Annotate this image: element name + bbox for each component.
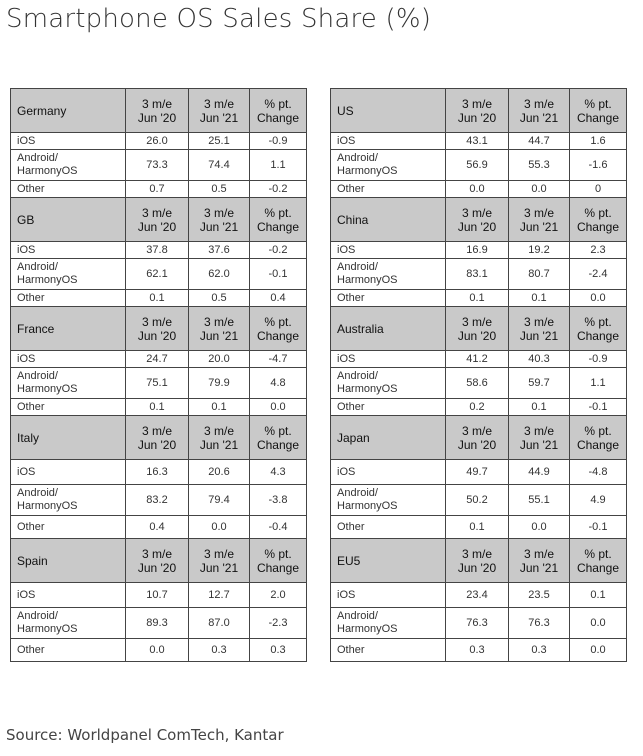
value-cell: 37.6	[189, 242, 250, 259]
value-cell: -2.3	[250, 608, 307, 639]
row-android	[331, 150, 627, 181]
right-column	[330, 88, 626, 662]
row-ios	[11, 133, 307, 150]
row-android	[11, 150, 307, 181]
page-title: Smartphone OS Sales Share (%)	[6, 4, 432, 34]
row-ios	[11, 242, 307, 259]
row-ios	[331, 583, 627, 608]
column-header	[126, 198, 189, 242]
country-label: EU5	[331, 539, 446, 583]
value-cell: 74.4	[189, 150, 250, 181]
row-other	[331, 290, 627, 307]
column-header-line: 3 m/e	[203, 423, 234, 438]
row-ios	[11, 351, 307, 368]
row-label	[331, 150, 446, 181]
column-header-line: Jun '21	[199, 560, 239, 575]
value-cell: 0.0	[189, 516, 250, 539]
group-header-australia	[331, 307, 627, 351]
row-label: Other	[11, 516, 126, 539]
value-cell: -0.4	[250, 516, 307, 539]
column-header-line: Change	[576, 328, 620, 343]
table-left	[10, 88, 307, 662]
column-header	[250, 89, 307, 133]
value-cell: 0.1	[189, 399, 250, 416]
column-header	[446, 539, 509, 583]
row-label	[331, 485, 446, 516]
column-header-line: % pt.	[584, 96, 612, 111]
value-cell: 80.7	[509, 259, 570, 290]
value-cell: -0.2	[250, 242, 307, 259]
row-other	[11, 639, 307, 662]
value-cell: 1.1	[250, 150, 307, 181]
column-header-line: Change	[576, 560, 620, 575]
column-header	[189, 307, 250, 351]
value-cell: 0.1	[509, 290, 570, 307]
value-cell: -0.2	[250, 181, 307, 198]
row-label-line: Android/	[17, 610, 58, 622]
row-label-line: HarmonyOS	[17, 623, 78, 635]
value-cell: 87.0	[189, 608, 250, 639]
row-android	[331, 259, 627, 290]
row-label: iOS	[331, 583, 446, 608]
value-cell: 44.9	[509, 460, 570, 485]
column-header-line: Change	[256, 219, 300, 234]
column-header-line: 3 m/e	[141, 546, 172, 561]
row-label-line: Android/	[17, 152, 58, 164]
value-cell: 41.2	[446, 351, 509, 368]
value-cell: 0.4	[126, 516, 189, 539]
value-cell: 37.8	[126, 242, 189, 259]
value-cell: 12.7	[189, 583, 250, 608]
row-label: iOS	[331, 351, 446, 368]
value-cell: 79.4	[189, 485, 250, 516]
group-gb	[11, 198, 307, 307]
country-label: Spain	[11, 539, 126, 583]
value-cell: 0.5	[189, 181, 250, 198]
value-cell: 1.6	[570, 133, 627, 150]
column-header-line: Change	[576, 437, 620, 452]
value-cell: -0.1	[570, 399, 627, 416]
column-header-line: Jun '21	[519, 437, 559, 452]
column-header-line: 3 m/e	[523, 205, 554, 220]
value-cell: 76.3	[446, 608, 509, 639]
country-label: GB	[11, 198, 126, 242]
row-label: Other	[331, 290, 446, 307]
row-android	[11, 259, 307, 290]
column-header-line: 3 m/e	[461, 546, 492, 561]
row-other	[331, 399, 627, 416]
value-cell: 0.1	[126, 290, 189, 307]
country-label: Germany	[11, 89, 126, 133]
value-cell: 2.0	[250, 583, 307, 608]
column-header-line: 3 m/e	[203, 314, 234, 329]
row-ios	[331, 133, 627, 150]
column-header	[126, 89, 189, 133]
column-header	[189, 198, 250, 242]
row-label: Other	[11, 290, 126, 307]
row-label-line: HarmonyOS	[17, 274, 78, 286]
row-other	[331, 639, 627, 662]
column-header-line: Jun '21	[519, 328, 559, 343]
value-cell: 75.1	[126, 368, 189, 399]
column-header-line: Jun '20	[457, 328, 497, 343]
row-label-line: Android/	[337, 370, 378, 382]
column-header-line: 3 m/e	[141, 423, 172, 438]
country-label: Australia	[331, 307, 446, 351]
column-header-line: Jun '20	[137, 219, 177, 234]
row-android	[331, 368, 627, 399]
group-us	[331, 89, 627, 198]
row-other	[11, 290, 307, 307]
column-header-line: 3 m/e	[461, 314, 492, 329]
group-australia	[331, 307, 627, 416]
group-header-japan	[331, 416, 627, 460]
value-cell: -4.8	[570, 460, 627, 485]
value-cell: 16.3	[126, 460, 189, 485]
column-header-line: % pt.	[584, 205, 612, 220]
value-cell: 0.1	[446, 516, 509, 539]
column-header	[189, 89, 250, 133]
value-cell: 0.0	[509, 181, 570, 198]
row-label-line: HarmonyOS	[17, 500, 78, 512]
column-header	[126, 416, 189, 460]
value-cell: 0.0	[509, 516, 570, 539]
group-china	[331, 198, 627, 307]
row-label-line: HarmonyOS	[337, 500, 398, 512]
column-header	[509, 416, 570, 460]
row-label	[331, 259, 446, 290]
row-label: iOS	[11, 460, 126, 485]
value-cell: 0.4	[250, 290, 307, 307]
value-cell: 0.7	[126, 181, 189, 198]
value-cell: 49.7	[446, 460, 509, 485]
row-label: iOS	[11, 242, 126, 259]
row-android	[11, 608, 307, 639]
row-ios	[331, 460, 627, 485]
value-cell: 59.7	[509, 368, 570, 399]
row-ios	[331, 351, 627, 368]
value-cell: 4.3	[250, 460, 307, 485]
group-header-germany	[11, 89, 307, 133]
column-header-line: Change	[256, 560, 300, 575]
row-label	[11, 259, 126, 290]
column-header-line: % pt.	[264, 205, 292, 220]
row-label: Other	[331, 181, 446, 198]
value-cell: 83.2	[126, 485, 189, 516]
column-header	[509, 307, 570, 351]
value-cell: 25.1	[189, 133, 250, 150]
value-cell: 16.9	[446, 242, 509, 259]
value-cell: 20.6	[189, 460, 250, 485]
column-header	[446, 198, 509, 242]
value-cell: 55.1	[509, 485, 570, 516]
group-eu5	[331, 539, 627, 662]
value-cell: 24.7	[126, 351, 189, 368]
value-cell: 62.0	[189, 259, 250, 290]
value-cell: -0.9	[250, 133, 307, 150]
group-spain	[11, 539, 307, 662]
row-label: iOS	[331, 242, 446, 259]
value-cell: 0.2	[446, 399, 509, 416]
value-cell: 0.0	[446, 181, 509, 198]
value-cell: 44.7	[509, 133, 570, 150]
value-cell: 4.9	[570, 485, 627, 516]
row-label	[11, 150, 126, 181]
row-ios	[331, 242, 627, 259]
row-label: iOS	[11, 583, 126, 608]
value-cell: 0.0	[570, 639, 627, 662]
row-label-line: Android/	[17, 487, 58, 499]
value-cell: 43.1	[446, 133, 509, 150]
column-header-line: Jun '21	[519, 219, 559, 234]
column-header-line: Jun '20	[137, 560, 177, 575]
value-cell: 0.3	[189, 639, 250, 662]
row-label-line: Android/	[17, 370, 58, 382]
row-label: Other	[331, 399, 446, 416]
column-header-line: 3 m/e	[523, 546, 554, 561]
column-header-line: Jun '20	[137, 437, 177, 452]
value-cell: 0	[570, 181, 627, 198]
column-header	[570, 89, 627, 133]
column-header-line: Change	[576, 219, 620, 234]
row-label-line: HarmonyOS	[337, 623, 398, 635]
column-header-line: % pt.	[584, 423, 612, 438]
column-header-line: 3 m/e	[203, 546, 234, 561]
row-other	[11, 399, 307, 416]
country-label: US	[331, 89, 446, 133]
value-cell: -2.4	[570, 259, 627, 290]
value-cell: 1.1	[570, 368, 627, 399]
row-label	[11, 485, 126, 516]
column-header-line: 3 m/e	[203, 205, 234, 220]
value-cell: 0.0	[250, 399, 307, 416]
row-label	[11, 608, 126, 639]
row-label-line: HarmonyOS	[337, 165, 398, 177]
column-header-line: Change	[256, 110, 300, 125]
value-cell: 20.0	[189, 351, 250, 368]
country-label: China	[331, 198, 446, 242]
column-header-line: 3 m/e	[461, 423, 492, 438]
column-header	[570, 198, 627, 242]
column-header	[250, 539, 307, 583]
column-header-line: Jun '20	[457, 219, 497, 234]
row-label	[331, 608, 446, 639]
column-header	[509, 198, 570, 242]
value-cell: 0.3	[446, 639, 509, 662]
value-cell: 0.5	[189, 290, 250, 307]
row-other	[11, 516, 307, 539]
row-ios	[11, 460, 307, 485]
value-cell: 0.1	[509, 399, 570, 416]
column-header-line: 3 m/e	[523, 96, 554, 111]
value-cell: 0.3	[509, 639, 570, 662]
value-cell: -3.8	[250, 485, 307, 516]
column-header	[570, 416, 627, 460]
value-cell: 79.9	[189, 368, 250, 399]
row-label-line: Android/	[17, 261, 58, 273]
value-cell: -1.6	[570, 150, 627, 181]
value-cell: 0.3	[250, 639, 307, 662]
value-cell: 0.1	[570, 583, 627, 608]
row-label	[331, 368, 446, 399]
row-label	[11, 368, 126, 399]
row-other	[331, 516, 627, 539]
column-header	[509, 89, 570, 133]
column-header-line: 3 m/e	[523, 423, 554, 438]
row-label-line: HarmonyOS	[337, 274, 398, 286]
column-header-line: Jun '21	[519, 560, 559, 575]
group-germany	[11, 89, 307, 198]
group-header-us	[331, 89, 627, 133]
row-label: Other	[331, 639, 446, 662]
column-header	[250, 416, 307, 460]
column-header	[509, 539, 570, 583]
row-label: Other	[11, 399, 126, 416]
column-header-line: Jun '21	[199, 110, 239, 125]
left-column	[10, 88, 306, 662]
value-cell: 50.2	[446, 485, 509, 516]
column-header-line: Jun '20	[457, 110, 497, 125]
row-other	[11, 181, 307, 198]
row-label-line: Android/	[337, 261, 378, 273]
row-android	[11, 485, 307, 516]
column-header-line: 3 m/e	[203, 96, 234, 111]
column-header	[189, 416, 250, 460]
column-header	[446, 89, 509, 133]
row-label-line: Android/	[337, 152, 378, 164]
column-header-line: Jun '21	[199, 328, 239, 343]
group-header-france	[11, 307, 307, 351]
value-cell: 89.3	[126, 608, 189, 639]
group-japan	[331, 416, 627, 539]
column-header-line: Jun '20	[137, 110, 177, 125]
country-label: Japan	[331, 416, 446, 460]
column-header-line: Jun '21	[199, 219, 239, 234]
value-cell: 0.0	[570, 290, 627, 307]
column-header	[126, 539, 189, 583]
row-label-line: HarmonyOS	[17, 383, 78, 395]
column-header-line: % pt.	[264, 314, 292, 329]
row-label: Other	[331, 516, 446, 539]
column-header-line: % pt.	[584, 546, 612, 561]
value-cell: -0.1	[570, 516, 627, 539]
column-header	[189, 539, 250, 583]
row-label-line: HarmonyOS	[17, 165, 78, 177]
group-france	[11, 307, 307, 416]
column-header-line: % pt.	[584, 314, 612, 329]
value-cell: 0.1	[446, 290, 509, 307]
country-label: France	[11, 307, 126, 351]
country-label: Italy	[11, 416, 126, 460]
value-cell: 19.2	[509, 242, 570, 259]
column-header-line: % pt.	[264, 423, 292, 438]
value-cell: 83.1	[446, 259, 509, 290]
value-cell: 76.3	[509, 608, 570, 639]
row-label: iOS	[11, 351, 126, 368]
column-header-line: 3 m/e	[141, 205, 172, 220]
value-cell: 26.0	[126, 133, 189, 150]
column-header-line: 3 m/e	[141, 96, 172, 111]
value-cell: 40.3	[509, 351, 570, 368]
table-right	[330, 88, 627, 662]
value-cell: 62.1	[126, 259, 189, 290]
column-header	[250, 307, 307, 351]
column-header-line: Jun '21	[519, 110, 559, 125]
group-italy	[11, 416, 307, 539]
column-header-line: Jun '20	[457, 560, 497, 575]
column-header-line: % pt.	[264, 546, 292, 561]
column-header-line: Change	[576, 110, 620, 125]
row-label: iOS	[331, 133, 446, 150]
value-cell: 0.0	[126, 639, 189, 662]
row-label-line: Android/	[337, 610, 378, 622]
source-note: Source: Worldpanel ComTech, Kantar	[6, 726, 284, 744]
value-cell: -4.7	[250, 351, 307, 368]
column-header	[446, 416, 509, 460]
value-cell: 10.7	[126, 583, 189, 608]
row-ios	[11, 583, 307, 608]
value-cell: 23.5	[509, 583, 570, 608]
row-label: Other	[11, 181, 126, 198]
column-header	[570, 539, 627, 583]
column-header-line: Jun '20	[137, 328, 177, 343]
column-header-line: Jun '21	[199, 437, 239, 452]
value-cell: 4.8	[250, 368, 307, 399]
group-header-italy	[11, 416, 307, 460]
value-cell: 2.3	[570, 242, 627, 259]
column-header	[250, 198, 307, 242]
row-android	[331, 608, 627, 639]
row-label-line: Android/	[337, 487, 378, 499]
value-cell: 58.6	[446, 368, 509, 399]
column-header	[570, 307, 627, 351]
value-cell: -0.1	[250, 259, 307, 290]
value-cell: 0.0	[570, 608, 627, 639]
group-header-china	[331, 198, 627, 242]
group-header-eu5	[331, 539, 627, 583]
column-header-line: 3 m/e	[461, 205, 492, 220]
value-cell: 23.4	[446, 583, 509, 608]
row-android	[331, 485, 627, 516]
row-label: iOS	[331, 460, 446, 485]
column-header-line: % pt.	[264, 96, 292, 111]
row-label: Other	[11, 639, 126, 662]
row-label-line: HarmonyOS	[337, 383, 398, 395]
value-cell: 56.9	[446, 150, 509, 181]
column-header-line: 3 m/e	[141, 314, 172, 329]
value-cell: -0.9	[570, 351, 627, 368]
group-header-gb	[11, 198, 307, 242]
value-cell: 55.3	[509, 150, 570, 181]
column-header-line: 3 m/e	[523, 314, 554, 329]
column-header-line: 3 m/e	[461, 96, 492, 111]
column-header	[126, 307, 189, 351]
column-header	[446, 307, 509, 351]
column-header-line: Change	[256, 328, 300, 343]
column-header-line: Change	[256, 437, 300, 452]
row-other	[331, 181, 627, 198]
group-header-spain	[11, 539, 307, 583]
value-cell: 0.1	[126, 399, 189, 416]
row-android	[11, 368, 307, 399]
value-cell: 73.3	[126, 150, 189, 181]
row-label: iOS	[11, 133, 126, 150]
column-header-line: Jun '20	[457, 437, 497, 452]
